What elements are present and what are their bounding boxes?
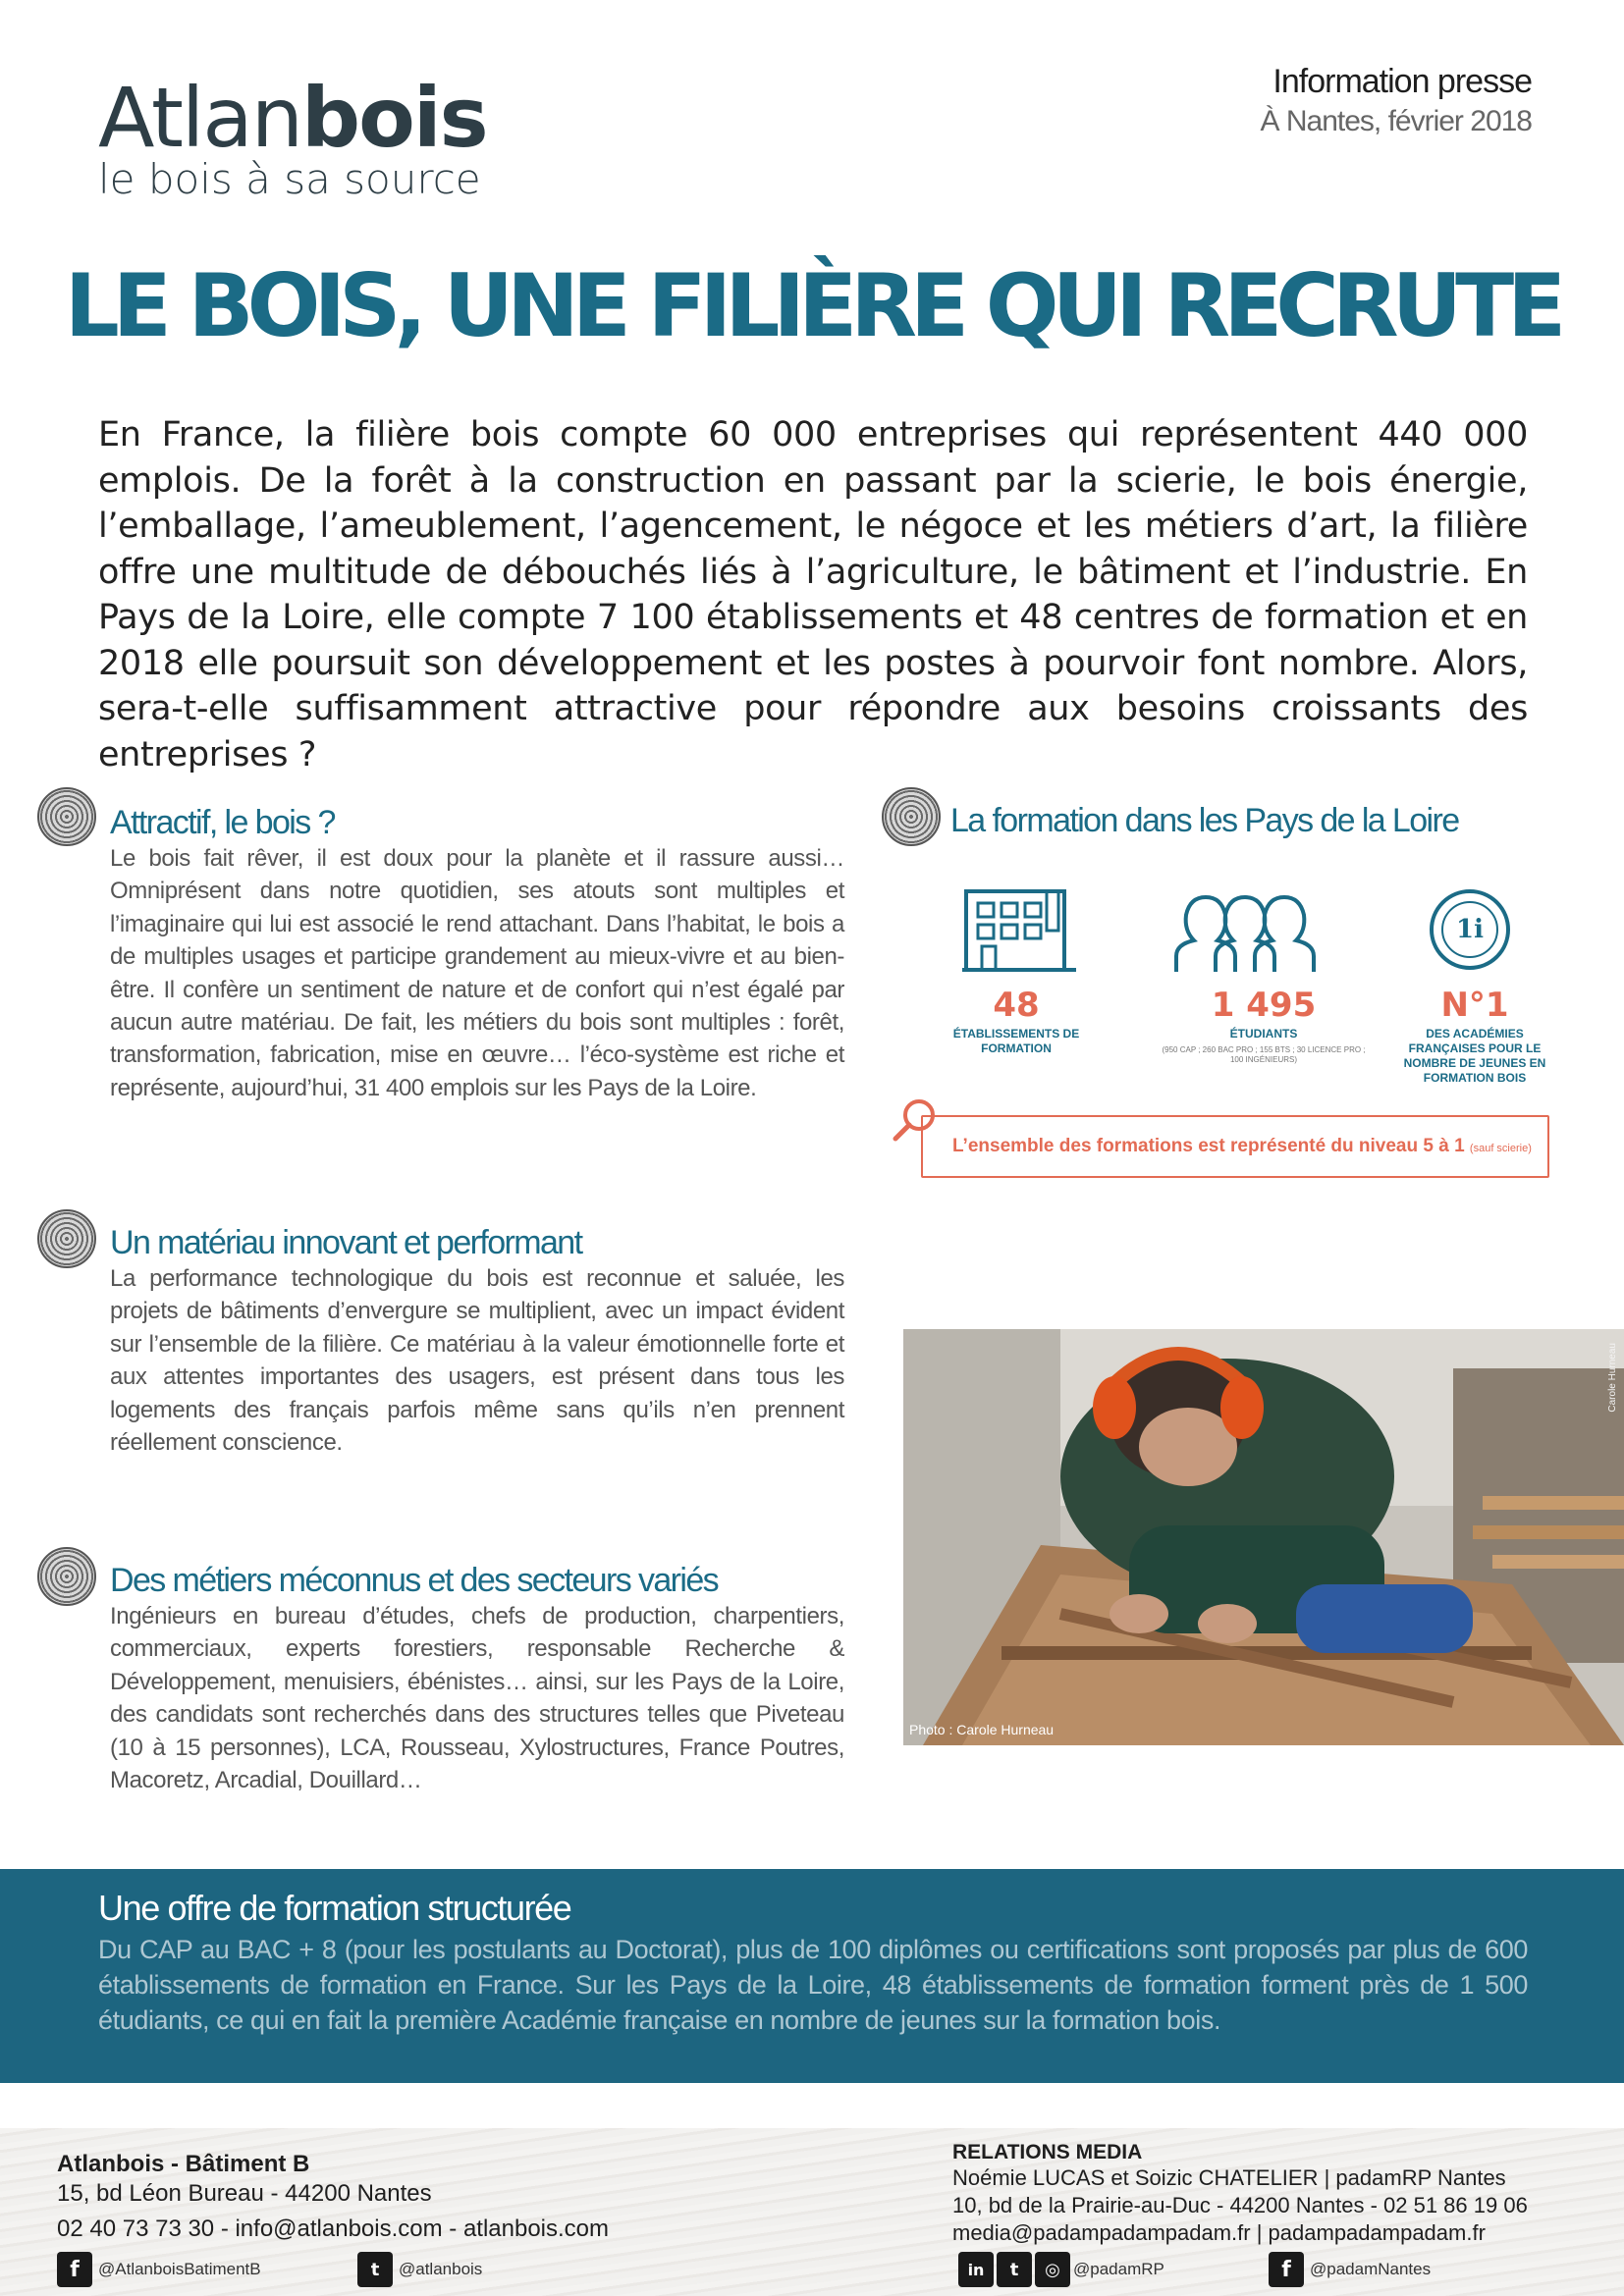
media-social-handle: @padamRP <box>1073 2260 1164 2278</box>
workshop-photo <box>903 1329 1624 1745</box>
stat-breakdown: (950 CAP ; 260 BAC PRO ; 155 BTS ; 30 LICENCE PRO ; 100 INGÉNIEURS) <box>1162 1045 1366 1064</box>
stat-label: ÉTABLISSEMENTS DE FORMATION <box>952 1027 1080 1055</box>
footer-media-facebook-link[interactable] <box>1269 2252 1431 2287</box>
footer-address: 15, bd Léon Bureau - 44200 Nantes <box>57 2180 432 2207</box>
formation-offer-band <box>0 1869 1624 2083</box>
stat-academie <box>1386 986 1563 1086</box>
facebook-icon: f <box>57 2252 92 2287</box>
atlanbois-logo <box>98 70 487 203</box>
page-title: LE BOIS, UNE FILIÈRE QUI RECRUTE <box>64 255 1560 356</box>
stat-etablissements <box>933 986 1100 1056</box>
press-header <box>1261 61 1533 141</box>
band-title: Une offre de formation structurée <box>98 1888 571 1928</box>
people-icon <box>1170 887 1327 976</box>
footer <box>0 2128 1624 2296</box>
stat-label: DES ACADÉMIES FRANÇAISES POUR LE NOMBRE DE JEUNES EN FORMATION BOIS <box>1403 1027 1546 1085</box>
media-heading: RELATIONS MEDIA <box>952 2141 1143 2163</box>
intro-paragraph: En France, la filière bois compte 60 000 entreprises qui représentent 440 000 emplois. De la forêt à la construction en passant par la scierie, le bois énergie, l’emballage, l’ameublement, l’agencement, le négoce et les métiers d’art, la filière offre une multitude de débouchés liés à l’agriculture, le bâtiment et l’industrie. En Pays de la Loire, elle compte 7 100 établissements et 48 centres de formation et en 2018 elle poursuit son développement et les postes à pourvoir font nombre. Alors, sera-t-elle suffisamment attractive pour répondre aux besoins croissants des entreprises ? <box>98 415 1528 774</box>
media-address: 10, bd de la Prairie-au-Duc - 44200 Nantes - 02 51 86 19 06 <box>952 2193 1528 2217</box>
section-body-metiers: Ingénieurs en bureau d’études, chefs de production, charpentiers, commerciaux, experts forestiers, responsable Recherche & Développement, menuisiers, ébénistes… ainsi, sur les Pays de la Loire, des candidats sont recherchés dans des structures telles que Piveteau (10 à 15 personnes), LCA, Rousseau, Xylostructures, France Poutres, Macoretz, Arcadial, Douillard… <box>110 1603 844 1794</box>
footer-media-social[interactable] <box>958 2252 1164 2287</box>
footer-facebook-link[interactable] <box>57 2252 261 2287</box>
number-one-badge-icon <box>1430 889 1510 970</box>
wood-rings-icon <box>37 787 96 846</box>
logo-wordmark: Atlanbois <box>98 70 487 166</box>
twitter-icon: t <box>357 2252 393 2287</box>
section-heading-metiers: Des métiers méconnus et des secteurs variés <box>110 1562 719 1599</box>
footer-twitter-link[interactable] <box>357 2252 482 2287</box>
press-date: À Nantes, février 2018 <box>1260 105 1532 137</box>
stat-etudiants <box>1161 986 1367 1065</box>
media-names: Noémie LUCAS et Soizic CHATELIER | padamRP Nantes <box>952 2165 1506 2190</box>
twitter-handle: @atlanbois <box>399 2260 483 2278</box>
levels-text: L’ensemble des formations est représenté du niveau 5 à 1 (sauf scierie) <box>952 1136 1532 1156</box>
footer-contact: 02 40 73 73 30 - info@atlanbois.com - atlanbois.com <box>57 2216 610 2242</box>
footer-org: Atlanbois - Bâtiment B <box>57 2151 310 2177</box>
logo-tagline: le bois à sa source <box>98 155 481 203</box>
building-icon <box>962 885 1076 974</box>
linkedin-icon: in <box>958 2252 994 2287</box>
badge-text: 1i <box>1441 901 1498 958</box>
stat-value: 1 495 <box>1211 986 1317 1025</box>
instagram-icon: ◎ <box>1035 2252 1070 2287</box>
stat-value: N°1 <box>1440 986 1509 1025</box>
section-heading-attractif: Attractif, le bois ? <box>110 804 335 841</box>
press-label: Information presse <box>1272 63 1532 100</box>
levels-callout <box>921 1115 1549 1178</box>
stat-label: ÉTUDIANTS <box>1229 1027 1298 1041</box>
section-heading-materiau: Un matériau innovant et performant <box>110 1224 582 1261</box>
media-facebook-handle: @padamNantes <box>1310 2260 1432 2278</box>
facebook-handle: @AtlanboisBatimentB <box>98 2260 261 2278</box>
media-emails: media@padampadampadam.fr | padampadampadam.fr <box>952 2220 1486 2245</box>
stat-value: 48 <box>993 986 1040 1025</box>
photo-side-credit: Carole Hurneau <box>1607 1343 1618 1413</box>
photo-illustration <box>903 1329 1624 1745</box>
wood-rings-icon <box>37 1547 96 1606</box>
band-body: Du CAP au BAC + 8 (pour les postulants au Doctorat), plus de 100 diplômes ou certifications sont proposés par plus de 600 établissements de formation en France. Sur les Pays de la Loire, 48 établissements de formation forment près de 1 500 étudiants, ce qui en fait la première Académie française en nombre de jeunes sur la formation bois. <box>98 1935 1528 2035</box>
facebook-icon: f <box>1269 2252 1304 2287</box>
section-body-attractif: Le bois fait rêver, il est doux pour la planète et il rassure aussi… Omniprésent dans notre quotidien, ses atouts sont multiples et l’imaginaire qui lui est associé le rend attachant. Dans l’habitat, le bois a de multiples usages et participe grandement au mieux-vivre et au bien-être. Il confère un sentiment de nature et de confort qui n’est égalé par aucun autre matériau. De fait, les métiers du bois sont multiples : forêt, transformation, fabrication, mise en œuvre… l’éco-système est riche et représente, aujourd’hui, 31 400 emplois sur les Pays de la Loire. <box>110 845 844 1101</box>
formation-heading: La formation dans les Pays de la Loire <box>950 802 1459 839</box>
photo-credit: Photo : Carole Hurneau <box>909 1722 1055 1737</box>
section-body-materiau: La performance technologique du bois est reconnue et saluée, les projets de bâtiments d’envergure se multiplient, avec un impact évident sur l’ensemble de la filière. Ce matériau à la valeur émotionnelle forte et aux attentes importantes des usagers, est présent dans tous les logements des français parfois même sans qu’ils n’en prennent réellement conscience. <box>110 1265 844 1457</box>
wood-rings-icon <box>37 1209 96 1268</box>
twitter-icon: t <box>997 2252 1032 2287</box>
wood-rings-icon <box>882 787 941 846</box>
